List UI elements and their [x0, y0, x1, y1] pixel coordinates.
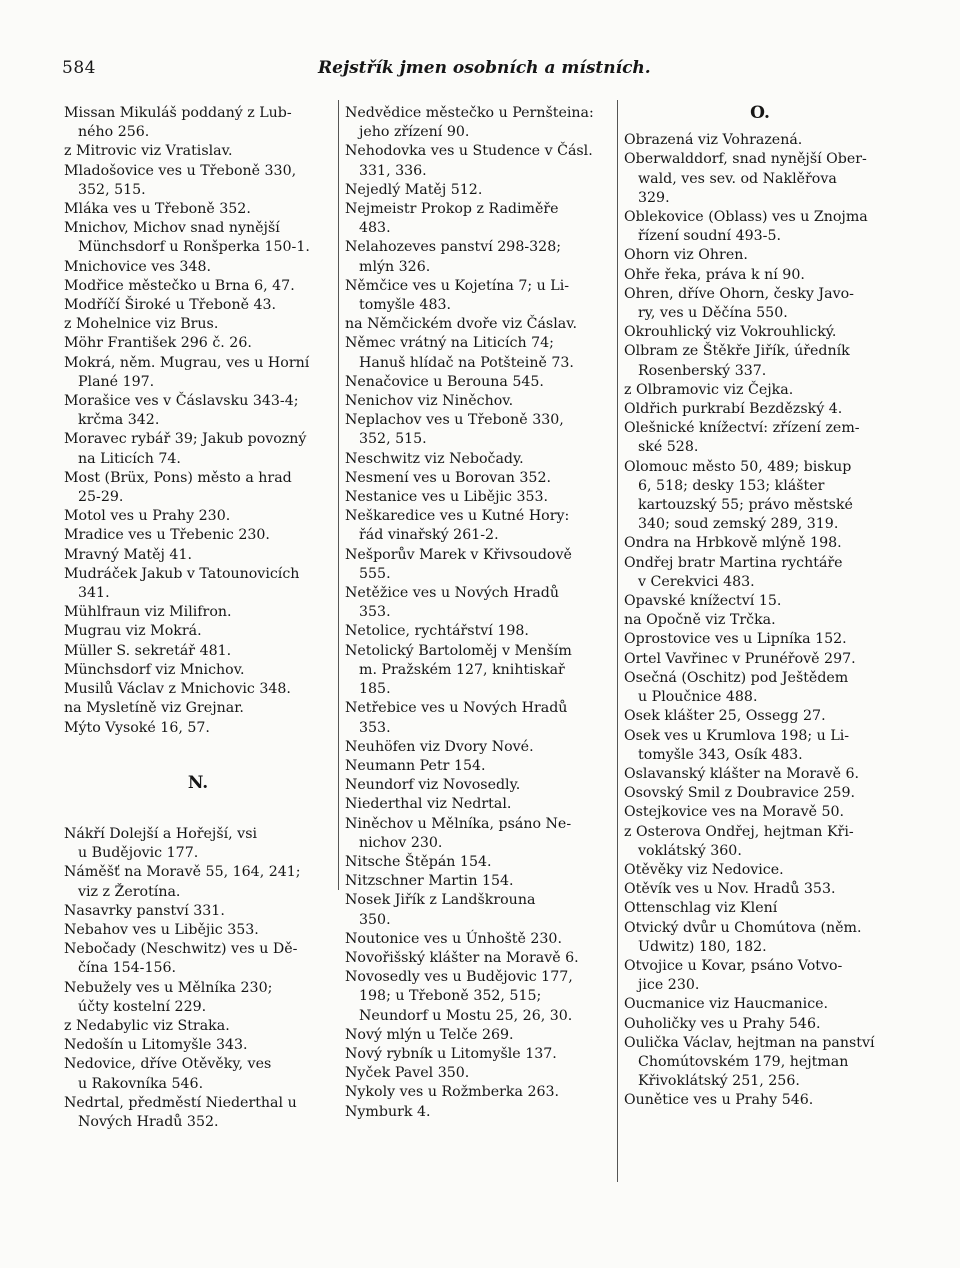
- entry-continuation-line: wald, ves sev. od Naklěřova: [638, 170, 837, 187]
- index-entry: [64, 315, 332, 334]
- index-entry: [345, 584, 613, 622]
- index-entry: [624, 131, 896, 150]
- index-entry: [64, 699, 332, 718]
- index-entry: [64, 921, 332, 940]
- entry-continuation-line: u Rakovníka 546.: [78, 1075, 204, 1092]
- index-entry: [345, 930, 613, 949]
- entry-headword-line: Olomouc město 50, 489; biskup: [624, 458, 852, 475]
- index-entry: [64, 200, 332, 219]
- entry-headword-line: na Opočně viz Trčka.: [624, 612, 776, 629]
- section-heading: N.: [187, 772, 209, 793]
- entry-headword-line: Oprostovice ves u Lipníka 152.: [624, 631, 847, 648]
- entry-continuation-line: 25-29.: [78, 489, 124, 506]
- entry-headword-line: Ostejkovice ves na Moravě 50.: [624, 804, 845, 821]
- entry-headword-line: Ottenschlag viz Klení: [624, 900, 778, 917]
- index-entry: [345, 315, 613, 334]
- index-entry: [345, 411, 613, 449]
- index-entry: [345, 795, 613, 814]
- entry-headword-line: Nenačovice u Berouna 545.: [345, 373, 544, 390]
- entry-headword-line: z Osterova Ondřej, hejtman Kři-: [624, 823, 854, 840]
- entry-headword-line: Mláka ves u Třeboně 352.: [64, 201, 251, 218]
- entry-continuation-line: ného 256.: [78, 124, 150, 141]
- index-entry: [64, 1094, 332, 1132]
- entry-headword-line: Otěvík ves u Nov. Hradů 353.: [624, 881, 836, 898]
- entry-headword-line: Niederthal viz Nedrtal.: [345, 796, 512, 813]
- entry-headword-line: Nákří Dolejší a Hořejší, vsi: [64, 825, 258, 842]
- index-entry: [624, 803, 896, 822]
- entry-headword-line: Ounětice ves u Prahy 546.: [624, 1092, 814, 1109]
- index-entry: [624, 266, 896, 285]
- entry-headword-line: Müller S. sekretář 481.: [64, 642, 232, 659]
- index-entry: [64, 661, 332, 680]
- entry-headword-line: Ondřej bratr Martina rychtáře: [624, 554, 843, 571]
- index-entry: [64, 334, 332, 353]
- index-entry: [624, 995, 896, 1014]
- entry-continuation-line: u Budějovic 177.: [78, 845, 199, 862]
- index-entry: [345, 1083, 613, 1102]
- entry-headword-line: Mnichovice ves 348.: [64, 258, 212, 275]
- index-entry: [64, 719, 332, 738]
- entry-headword-line: Obrazená viz Vohrazená.: [624, 132, 803, 149]
- index-entry: [64, 354, 332, 392]
- index-entry: [64, 565, 332, 603]
- index-entry: [345, 200, 613, 238]
- index-entry: [624, 611, 896, 630]
- entry-continuation-line: mlýn 326.: [359, 258, 431, 275]
- entry-headword-line: Neundorf viz Novosedly.: [345, 777, 521, 794]
- entry-continuation-line: 185.: [359, 681, 391, 698]
- entry-headword-line: na Mysletíně viz Grejnar.: [64, 700, 244, 717]
- entry-continuation-line: 483.: [359, 220, 391, 237]
- index-entry: [64, 469, 332, 507]
- index-entry: [64, 825, 332, 863]
- entry-headword-line: Mradice ves u Třebenic 230.: [64, 527, 270, 544]
- entry-continuation-line: 350.: [359, 911, 391, 928]
- index-entry: [624, 1091, 896, 1110]
- entry-headword-line: Motol ves u Prahy 230.: [64, 508, 231, 525]
- entry-headword-line: Olešnické knížectví: zřízení zem-: [624, 420, 860, 437]
- index-entry: [624, 765, 896, 784]
- entry-headword-line: Netolický Bartoloměj v Menším: [345, 642, 572, 659]
- entry-continuation-line: 340; soud zemský 289, 319.: [638, 516, 839, 533]
- index-entry: [64, 940, 332, 978]
- entry-headword-line: Missan Mikuláš poddaný z Lub-: [64, 105, 292, 121]
- index-entry: [624, 285, 896, 323]
- index-entry: [64, 603, 332, 622]
- entry-headword-line: Netolice, rychtářství 198.: [345, 623, 529, 640]
- index-entry: [345, 373, 613, 392]
- entry-headword-line: Neschwitz viz Nebočady.: [345, 450, 524, 467]
- entry-headword-line: Nymburk 4.: [345, 1103, 431, 1120]
- entry-headword-line: Oucmanice viz Haucmanice.: [624, 996, 829, 1013]
- entry-continuation-line: 353.: [359, 604, 391, 621]
- entry-headword-line: Oberwalddorf, snad nynější Ober-: [624, 151, 867, 168]
- index-entry: [64, 546, 332, 565]
- index-entry: [624, 323, 896, 342]
- entry-headword-line: Ohorn viz Ohren.: [624, 247, 748, 264]
- index-entry: [64, 296, 332, 315]
- entry-headword-line: Nedovice, dříve Otěvěky, ves: [64, 1056, 272, 1073]
- entry-continuation-line: jeho zřízení 90.: [359, 124, 470, 141]
- index-entry: [345, 488, 613, 507]
- entry-continuation-line: Münchsdorf u Ronšperka 150-1.: [78, 239, 310, 256]
- index-entry: [624, 400, 896, 419]
- index-entry: [624, 1015, 896, 1034]
- entry-continuation-line: na Liticích 74.: [78, 450, 181, 467]
- entry-headword-line: Oslavanský klášter na Moravě 6.: [624, 765, 860, 782]
- entry-continuation-line: účty kostelní 229.: [78, 998, 207, 1015]
- index-entry: [64, 642, 332, 661]
- index-entry: [345, 1026, 613, 1045]
- entry-headword-line: Okrouhlický viz Vokrouhlický.: [624, 324, 837, 341]
- entry-headword-line: Neumann Petr 154.: [345, 757, 486, 774]
- entry-headword-line: Nejmeistr Prokop z Radiměře: [345, 201, 559, 218]
- entry-headword-line: Most (Brüx, Pons) město a hrad: [64, 469, 292, 486]
- entry-continuation-line: nichov 230.: [359, 834, 443, 851]
- entry-headword-line: Mudráček Jakub v Tatounovicích: [64, 565, 300, 582]
- index-entry: [624, 1034, 896, 1092]
- index-entry: [624, 592, 896, 611]
- index-entry: [624, 381, 896, 400]
- entry-headword-line: Nasavrky panství 331.: [64, 902, 225, 919]
- entry-headword-line: Němčice ves u Kojetína 7; u Li-: [345, 277, 570, 294]
- index-entry: [64, 680, 332, 699]
- entry-headword-line: Modřice městečko u Brna 6, 47.: [64, 277, 295, 294]
- entry-headword-line: Nesmení ves u Borovan 352.: [345, 469, 551, 486]
- entry-headword-line: Němec vrátný na Liticích 74;: [345, 335, 554, 352]
- index-entry: [64, 142, 332, 161]
- entry-headword-line: Nebahov ves u Libějic 353.: [64, 921, 259, 938]
- index-entry: [345, 546, 613, 584]
- index-entry: [345, 238, 613, 276]
- entry-continuation-line: voklátský 360.: [638, 842, 742, 859]
- entry-headword-line: Nejedlý Matěj 512.: [345, 181, 483, 198]
- entry-continuation-line: krčma 342.: [78, 412, 160, 429]
- index-column-1: [64, 104, 332, 1132]
- entry-headword-line: Nový rybník u Litomyšle 137.: [345, 1045, 557, 1062]
- entry-continuation-line: kartouzský 55; právo městské: [638, 497, 853, 514]
- index-entry: [345, 1103, 613, 1122]
- entry-headword-line: Oblekovice (Oblass) ves u Znojma: [624, 209, 868, 226]
- index-entry: [345, 277, 613, 315]
- index-entry: [624, 861, 896, 880]
- entry-headword-line: Nestanice ves u Libějic 353.: [345, 489, 549, 506]
- index-entry: [624, 919, 896, 957]
- entry-continuation-line: tomyšle 483.: [359, 297, 452, 314]
- index-entry: [624, 880, 896, 899]
- index-entry: [345, 853, 613, 872]
- index-entry: [64, 863, 332, 901]
- index-entry: [64, 162, 332, 200]
- index-entry: [64, 104, 332, 142]
- index-entry: [624, 208, 896, 246]
- entry-continuation-line: tomyšle 343, Osík 483.: [638, 746, 803, 763]
- index-entry: [624, 650, 896, 669]
- entry-headword-line: Osek klášter 25, Ossegg 27.: [624, 708, 826, 725]
- entry-headword-line: Möhr František 296 č. 26.: [64, 335, 252, 352]
- index-entry: [345, 642, 613, 700]
- index-entry: [345, 469, 613, 488]
- entry-headword-line: Niněchov u Mělníka, psáno Ne-: [345, 815, 572, 832]
- index-entry: [624, 669, 896, 707]
- entry-continuation-line: 352, 515.: [359, 431, 427, 448]
- index-entry: [624, 458, 896, 535]
- entry-continuation-line: Plané 197.: [78, 373, 155, 390]
- index-entry: [64, 902, 332, 921]
- index-entry: [345, 450, 613, 469]
- entry-headword-line: Osek ves u Krumlova 198; u Li-: [624, 727, 850, 744]
- entry-headword-line: Ohren, dříve Ohorn, česky Javo-: [624, 285, 854, 302]
- entry-headword-line: Otěvěky viz Nedovice.: [624, 861, 784, 878]
- entry-headword-line: Nešporův Marek v Křivsoudově: [345, 546, 572, 563]
- entry-headword-line: Osovský Smil z Doubravice 259.: [624, 785, 855, 802]
- entry-continuation-line: Udwitz) 180, 182.: [638, 938, 767, 955]
- entry-headword-line: Mnichov, Michov snad nynější: [64, 220, 280, 237]
- entry-continuation-line: Hanuš hlídač na Potšteině 73.: [359, 354, 574, 371]
- index-entry: [624, 957, 896, 995]
- running-head: Rejstřík jmen osobních a místních.: [318, 58, 651, 78]
- index-column-2: [345, 104, 613, 1122]
- index-entry: [64, 1036, 332, 1055]
- entry-continuation-line: 6, 518; desky 153; klášter: [638, 477, 825, 494]
- entry-headword-line: Musilů Václav z Mnichovic 348.: [64, 681, 291, 698]
- entry-headword-line: Ohře řeka, práva k ní 90.: [624, 266, 805, 283]
- index-entry: [624, 823, 896, 861]
- entry-continuation-line: 329.: [638, 189, 670, 206]
- entry-headword-line: Ouholičky ves u Prahy 546.: [624, 1015, 821, 1032]
- entry-headword-line: Neuhöfen viz Dvory Nové.: [345, 738, 534, 755]
- entry-headword-line: Modříčí Široké u Třeboně 43.: [64, 297, 277, 314]
- entry-continuation-line: řízení soudní 493-5.: [638, 228, 782, 245]
- entry-headword-line: z Olbramovic viz Čejka.: [624, 381, 794, 398]
- index-entry: [64, 219, 332, 257]
- entry-continuation-line: Chomútovském 179, hejtman: [638, 1053, 849, 1070]
- column-rule-right: [617, 100, 618, 1182]
- index-entry: [624, 246, 896, 265]
- entry-headword-line: Neplachov ves u Třeboně 330,: [345, 412, 564, 429]
- entry-continuation-line: viz z Žerotína.: [78, 883, 181, 900]
- entry-headword-line: Olbram ze Štěkře Jiřík, úředník: [624, 343, 850, 360]
- index-entry: [345, 968, 613, 1026]
- index-entry: [624, 554, 896, 592]
- entry-headword-line: Mýto Vysoké 16, 57.: [64, 719, 210, 736]
- section-heading: O.: [750, 103, 770, 123]
- index-column-3: [624, 104, 896, 1111]
- entry-headword-line: Münchsdorf viz Mnichov.: [64, 661, 245, 678]
- index-entry: [624, 419, 896, 457]
- index-entry: [624, 707, 896, 726]
- entry-continuation-line: jice 230.: [638, 977, 700, 994]
- index-entry: [64, 392, 332, 430]
- index-entry: [624, 342, 896, 380]
- entry-continuation-line: řád vinařský 261-2.: [359, 527, 499, 544]
- entry-headword-line: Noutonice ves u Únhoště 230.: [345, 930, 562, 947]
- entry-headword-line: Netřebice ves u Nových Hradů: [345, 700, 568, 717]
- entry-continuation-line: čína 154-156.: [78, 960, 177, 977]
- entry-headword-line: Moravec rybář 39; Jakub povozný: [64, 431, 307, 448]
- entry-continuation-line: Rosenberský 337.: [638, 362, 767, 379]
- index-entry: [345, 776, 613, 795]
- entry-headword-line: Mühlfraun viz Milifron.: [64, 604, 232, 621]
- entry-headword-line: Otvický dvůr u Chomútova (něm.: [624, 919, 862, 936]
- entry-continuation-line: ry, ves u Děčína 550.: [638, 305, 788, 322]
- index-entry: [345, 949, 613, 968]
- index-entry: [624, 150, 896, 208]
- entry-headword-line: Nitzschner Martin 154.: [345, 873, 514, 890]
- entry-continuation-line: m. Pražském 127, knihtiskař: [359, 661, 565, 678]
- index-entry: [64, 507, 332, 526]
- page-number: 584: [62, 58, 96, 78]
- index-entry: [345, 507, 613, 545]
- entry-continuation-line: ské 528.: [638, 439, 699, 456]
- entry-headword-line: Neškaredice ves u Kutné Hory:: [345, 508, 570, 525]
- entry-headword-line: Nový mlýn u Telče 269.: [345, 1026, 514, 1043]
- entry-headword-line: Novořišský klášter na Moravě 6.: [345, 949, 579, 966]
- entry-headword-line: Nykoly ves u Rožmberka 263.: [345, 1084, 560, 1101]
- entry-continuation-line: Křivoklátský 251, 256.: [638, 1073, 800, 1090]
- entry-headword-line: Nitsche Štěpán 154.: [345, 853, 492, 870]
- index-entry: [345, 104, 613, 142]
- entry-headword-line: Nelahozeves panství 298-328;: [345, 239, 562, 256]
- entry-headword-line: Nyček Pavel 350.: [345, 1065, 470, 1082]
- index-entry: [64, 1017, 332, 1036]
- index-entry: [624, 727, 896, 765]
- index-entry: [345, 738, 613, 757]
- entry-continuation-line: 331, 336.: [359, 162, 427, 179]
- index-entry: [624, 630, 896, 649]
- entry-headword-line: Nebužely ves u Mělníka 230;: [64, 979, 273, 996]
- entry-headword-line: Opavské knížectví 15.: [624, 593, 782, 610]
- entry-headword-line: z Nedabylic viz Straka.: [64, 1017, 230, 1034]
- entry-continuation-line: Nových Hradů 352.: [78, 1113, 219, 1130]
- index-entry: [345, 1064, 613, 1083]
- entry-headword-line: Oldřich purkrabí Bezdězský 4.: [624, 401, 843, 418]
- entry-headword-line: Novosedly ves u Budějovic 177,: [345, 969, 573, 986]
- index-entry: [345, 334, 613, 372]
- entry-headword-line: Otvojice u Kovar, psáno Votvo-: [624, 957, 843, 974]
- entry-headword-line: Osečná (Oschitz) pod Ještědem: [624, 669, 849, 686]
- entry-headword-line: Ortel Vavřinec v Prunéřově 297.: [624, 650, 856, 667]
- entry-continuation-line: 352, 515.: [78, 181, 146, 198]
- entry-headword-line: Nenichov viz Niněchov.: [345, 393, 514, 410]
- index-entry: [624, 899, 896, 918]
- entry-headword-line: Nebočady (Neschwitz) ves u Dě-: [64, 941, 298, 958]
- entry-continuation-line: Neundorf u Mostu 25, 26, 30.: [359, 1007, 573, 1024]
- entry-headword-line: z Mitrovic viz Vratislav.: [64, 143, 233, 160]
- entry-headword-line: Mravný Matěj 41.: [64, 546, 192, 563]
- entry-continuation-line: 555.: [359, 565, 391, 582]
- index-entry: [345, 622, 613, 641]
- index-entry: [345, 815, 613, 853]
- index-entry: [345, 392, 613, 411]
- index-entry: [345, 1045, 613, 1064]
- entry-continuation-line: v Cerekvici 483.: [638, 573, 755, 590]
- entry-headword-line: Nehodovka ves u Studence v Čásl.: [345, 143, 593, 160]
- entry-headword-line: Nedošín u Litomyšle 343.: [64, 1037, 248, 1054]
- index-entry: [64, 1055, 332, 1093]
- entry-headword-line: Nedrtal, předměstí Niederthal u: [64, 1094, 297, 1111]
- entry-headword-line: Netěžice ves u Nových Hradů: [345, 585, 560, 602]
- entry-headword-line: Mokrá, něm. Mugrau, ves u Horní: [64, 354, 310, 371]
- index-entry: [64, 258, 332, 277]
- index-entry: [624, 534, 896, 553]
- index-entry: [345, 181, 613, 200]
- entry-headword-line: Oulička Václav, hejtman na panství: [624, 1034, 875, 1051]
- index-entry: [64, 526, 332, 545]
- entry-headword-line: Nedvědice městečko u Pernšteina:: [345, 105, 594, 121]
- entry-headword-line: Ondra na Hrbkově mlýně 198.: [624, 535, 842, 552]
- entry-headword-line: Mugrau viz Mokrá.: [64, 623, 202, 640]
- index-entry: [64, 277, 332, 296]
- index-entry: [345, 757, 613, 776]
- entry-headword-line: Náměšť na Moravě 55, 164, 241;: [64, 864, 301, 881]
- index-entry: [345, 699, 613, 737]
- entry-headword-line: Nosek Jiřík z Landškrouna: [345, 892, 536, 909]
- index-entry: [624, 784, 896, 803]
- index-entry: [345, 872, 613, 891]
- entry-headword-line: na Němčickém dvoře viz Čáslav.: [345, 316, 578, 333]
- entry-headword-line: z Mohelnice viz Brus.: [64, 316, 219, 333]
- index-entry: [64, 622, 332, 641]
- index-entry: [64, 979, 332, 1017]
- entry-continuation-line: u Ploučnice 488.: [638, 689, 758, 706]
- index-entry: [345, 142, 613, 180]
- entry-headword-line: Morašice ves v Čáslavsku 343-4;: [64, 393, 299, 410]
- column-rule-left: [338, 100, 339, 890]
- entry-continuation-line: 341.: [78, 585, 110, 602]
- index-entry: [345, 891, 613, 929]
- entry-continuation-line: 353.: [359, 719, 391, 736]
- index-entry: [64, 430, 332, 468]
- entry-headword-line: Mladošovice ves u Třeboně 330,: [64, 162, 297, 179]
- entry-continuation-line: 198; u Třeboně 352, 515;: [359, 988, 542, 1005]
